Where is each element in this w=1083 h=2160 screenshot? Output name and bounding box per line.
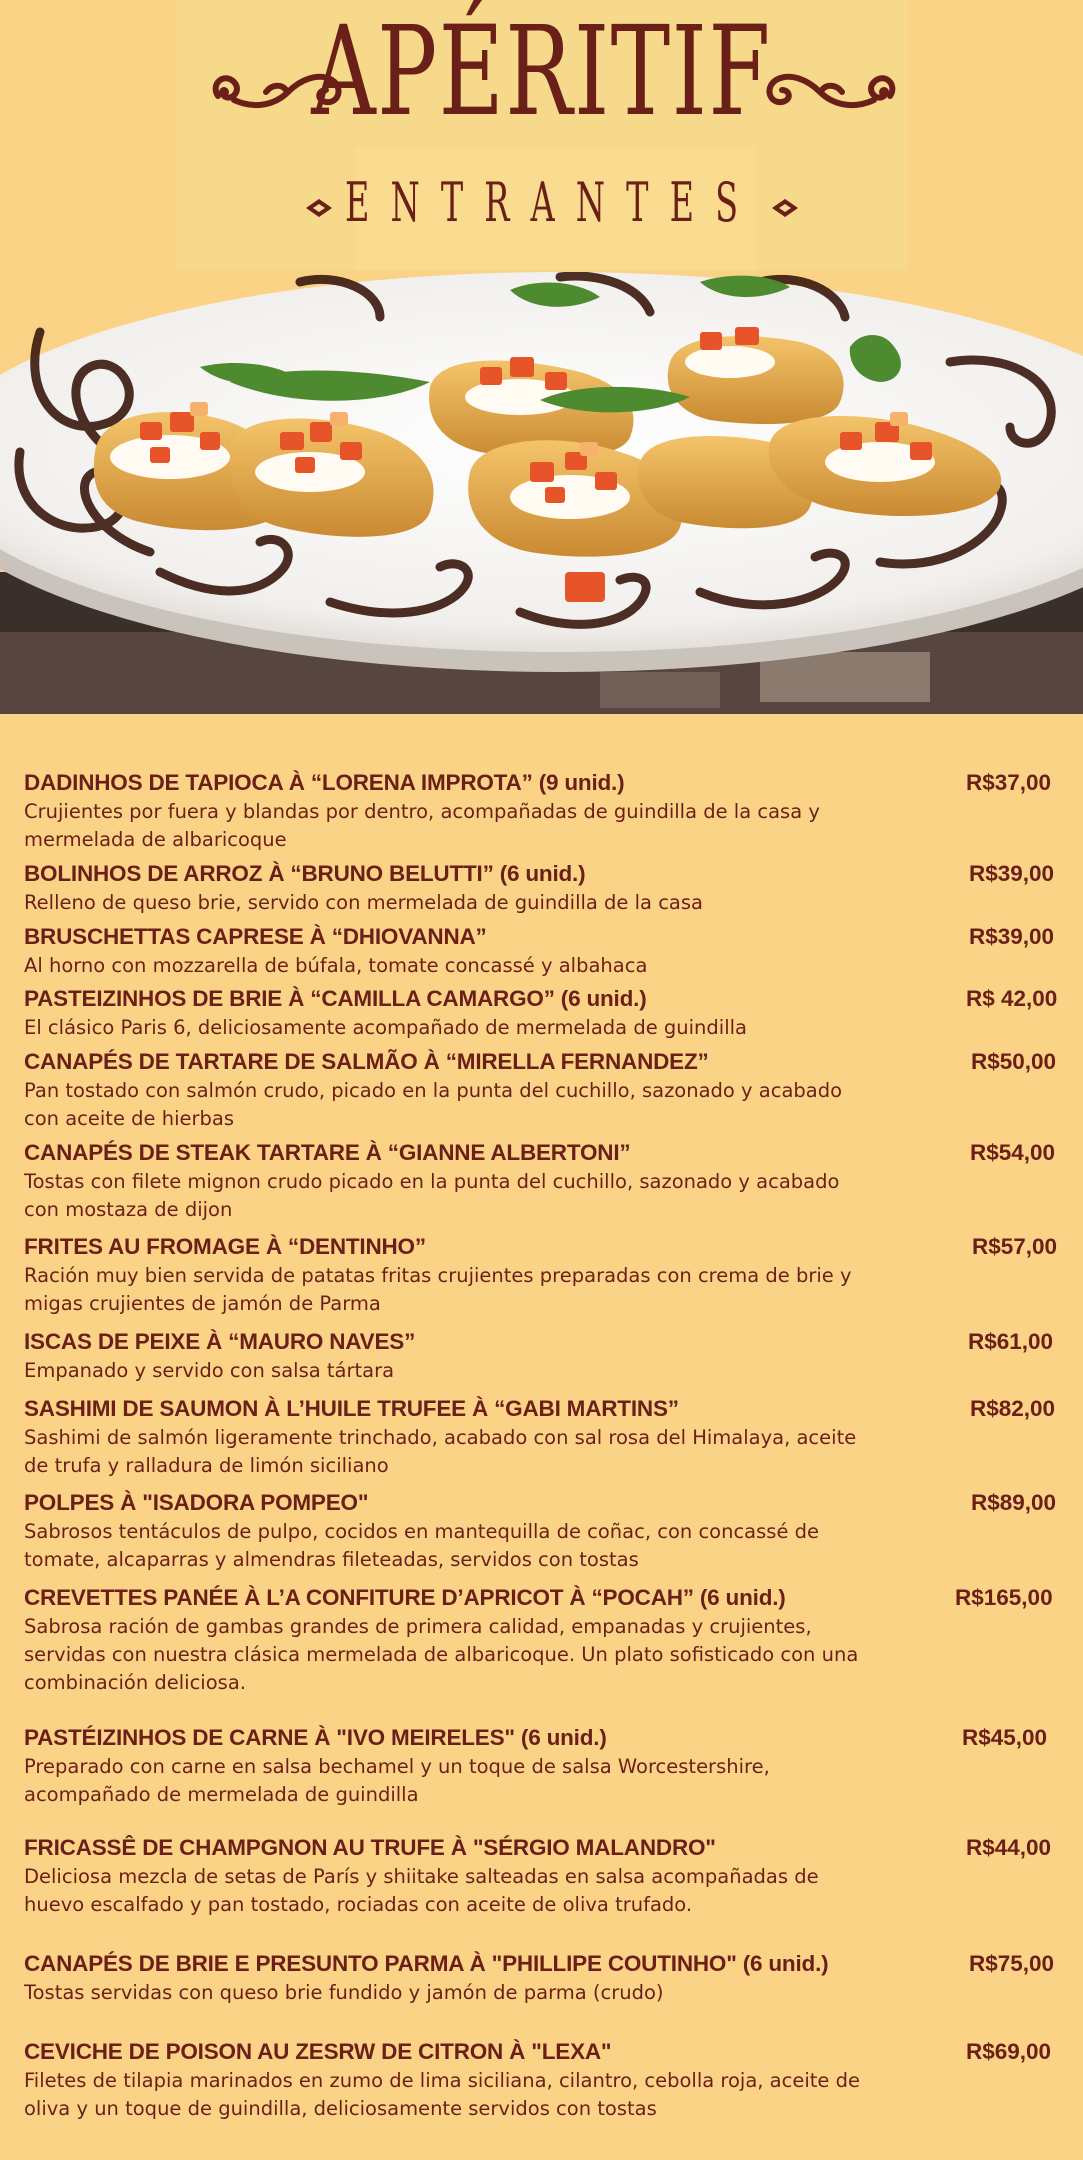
menu-item-price: R$39,00 (969, 924, 1055, 949)
menu-item (24, 984, 1064, 1042)
menu-item-description: Filetes de tilapia marinados en zumo de lima siciliana, cilantro, cebolla roja, aceite de oliva y un toque de guindilla, deliciosamente servidos con tostas (24, 2069, 860, 2120)
menu-item (24, 1232, 1064, 1318)
menu-item-price: R$45,00 (962, 1725, 1048, 1750)
menu-item-name: POLPES À "ISADORA POMPEO" (24, 1490, 369, 1515)
menu-item-description: Tostas con filete mignon crudo picado en la punta del cuchillo, sazonado y acabado con mostaza de dijon (24, 1170, 840, 1221)
menu-item-description: Pan tostado con salmón crudo, picado en la punta del cuchillo, sazonado y acabado con aceite de hierbas (24, 1079, 843, 1130)
menu-item-price: R$57,00 (972, 1234, 1058, 1259)
menu-item-price: R$82,00 (970, 1396, 1056, 1421)
menu-item-description: Ración muy bien servida de patatas fritas crujientes preparadas con crema de brie y migas crujientes de jamón de Parma (24, 1264, 852, 1315)
menu-item-name: DADINHOS DE TAPIOCA À “LORENA IMPROTA” (9 unid.) (24, 770, 625, 795)
menu-item-price: R$61,00 (968, 1329, 1054, 1354)
menu-item-description: Al horno con mozzarella de búfala, tomate concassé y albahaca (24, 954, 648, 977)
menu-item-price: R$54,00 (970, 1140, 1056, 1165)
menu-item-description: Crujientes por fuera y blandas por dentro, acompañadas de guindilla de la casa y mermelada de albaricoque (24, 800, 820, 851)
menu-item (24, 1047, 1064, 1133)
menu-item-price: R$75,00 (969, 1951, 1055, 1976)
menu-item-name: BRUSCHETTAS CAPRESE À “DHIOVANNA” (24, 924, 487, 949)
bruschetta-photo (0, 272, 1083, 714)
menu-item-name: CANAPÉS DE TARTARE DE SALMÃO À “MIRELLA FERNANDEZ” (24, 1049, 709, 1074)
menu-item-description: Deliciosa mezcla de setas de París y shiitake salteadas en salsa acompañadas de huevo escalfado y pan tostado, rociadas con aceite de oliva trufado. (24, 1865, 819, 1916)
menu-item (24, 1723, 1064, 1809)
menu-item-name: PASTEIZINHOS DE BRIE À “CAMILLA CAMARGO” (6 unid.) (24, 986, 647, 1011)
menu-item-description: Empanado y servido con salsa tártara (24, 1359, 395, 1382)
menu-item-name: CREVETTES PANÉE À L’A CONFITURE D’APRICOT À “POCAH” (6 unid.) (24, 1585, 786, 1610)
menu-item-name: CANAPÉS DE BRIE E PRESUNTO PARMA À "PHILLIPE COUTINHO" (6 unid.) (24, 1951, 829, 1976)
menu-item-name: BOLINHOS DE ARROZ À “BRUNO BELUTTI” (6 unid.) (24, 861, 586, 886)
menu-item-description: Sabrosa ración de gambas grandes de primera calidad, empanadas y crujientes, servidas con nuestra clásica mermelada de albaricoque. Un plato sofisticado con una combinación deliciosa. (24, 1615, 859, 1694)
menu-item (24, 1583, 1064, 1697)
menu-item (24, 1394, 1064, 1480)
menu-item (24, 768, 1064, 854)
menu-item-price: R$69,00 (966, 2039, 1052, 2064)
menu-item (24, 922, 1064, 980)
menu-item-name: PASTÉIZINHOS DE CARNE À "IVO MEIRELES" (6 unid.) (24, 1725, 607, 1750)
menu-item-description: El clásico Paris 6, deliciosamente acompañado de mermelada de guindilla (24, 1016, 747, 1039)
menu-item (24, 1949, 1064, 2007)
menu-item-name: CEVICHE DE POISON AU ZESRW DE CITRON À "LEXA" (24, 2039, 612, 2064)
menu-item-name: SASHIMI DE SAUMON À L’HUILE TRUFEE À “GABI MARTINS” (24, 1396, 679, 1421)
menu-item-description: Sabrosos tentáculos de pulpo, cocidos en mantequilla de coñac, con concassé de tomate, alcaparras y almendras fileteadas, servidos con tostas (24, 1520, 820, 1571)
menu-item (24, 1488, 1064, 1574)
menu-item (24, 1138, 1064, 1224)
menu-item-description: Preparado con carne en salsa bechamel y un toque de salsa Worcestershire, acompañado de mermelada de guindilla (24, 1755, 770, 1806)
menu-item-price: R$44,00 (966, 1835, 1052, 1860)
menu-item-description: Relleno de queso brie, servido con mermelada de guindilla de la casa (24, 891, 703, 914)
menu-item (24, 1327, 1064, 1385)
menu-item (24, 2037, 1064, 2123)
scroll-ornament-icon (757, 62, 902, 118)
menu-item-price: R$89,00 (971, 1490, 1057, 1515)
menu-item-name: FRICASSÊ DE CHAMPGNON AU TRUFE À "SÉRGIO MALANDRO" (24, 1835, 716, 1860)
menu-item-price: R$ 42,00 (966, 986, 1058, 1011)
menu-item-name: ISCAS DE PEIXE À “MAURO NAVES” (24, 1329, 416, 1354)
menu-item (24, 1833, 1064, 1919)
menu-item-price: R$165,00 (955, 1585, 1053, 1610)
menu-item-description: Tostas servidas con queso brie fundido y jamón de parma (crudo) (24, 1981, 664, 2004)
page-title: APÉRITIF (311, 0, 772, 144)
diamond-ornament-icon (770, 196, 800, 220)
scroll-ornament-icon (206, 62, 351, 118)
menu-item-name: CANAPÉS DE STEAK TARTARE À “GIANNE ALBERTONI” (24, 1140, 631, 1165)
menu-item (24, 859, 1064, 917)
page-subtitle: ENTRANTES (344, 171, 760, 234)
menu-item-price: R$39,00 (969, 861, 1055, 886)
menu-item-name: FRITES AU FROMAGE À “DENTINHO” (24, 1234, 426, 1259)
menu-item-description: Sashimi de salmón ligeramente trinchado, acabado con sal rosa del Himalaya, aceite de trufa y ralladura de limón siciliano (24, 1426, 857, 1477)
diamond-ornament-icon (304, 196, 334, 220)
menu-item-price: R$37,00 (966, 770, 1052, 795)
menu-item-price: R$50,00 (971, 1049, 1057, 1074)
